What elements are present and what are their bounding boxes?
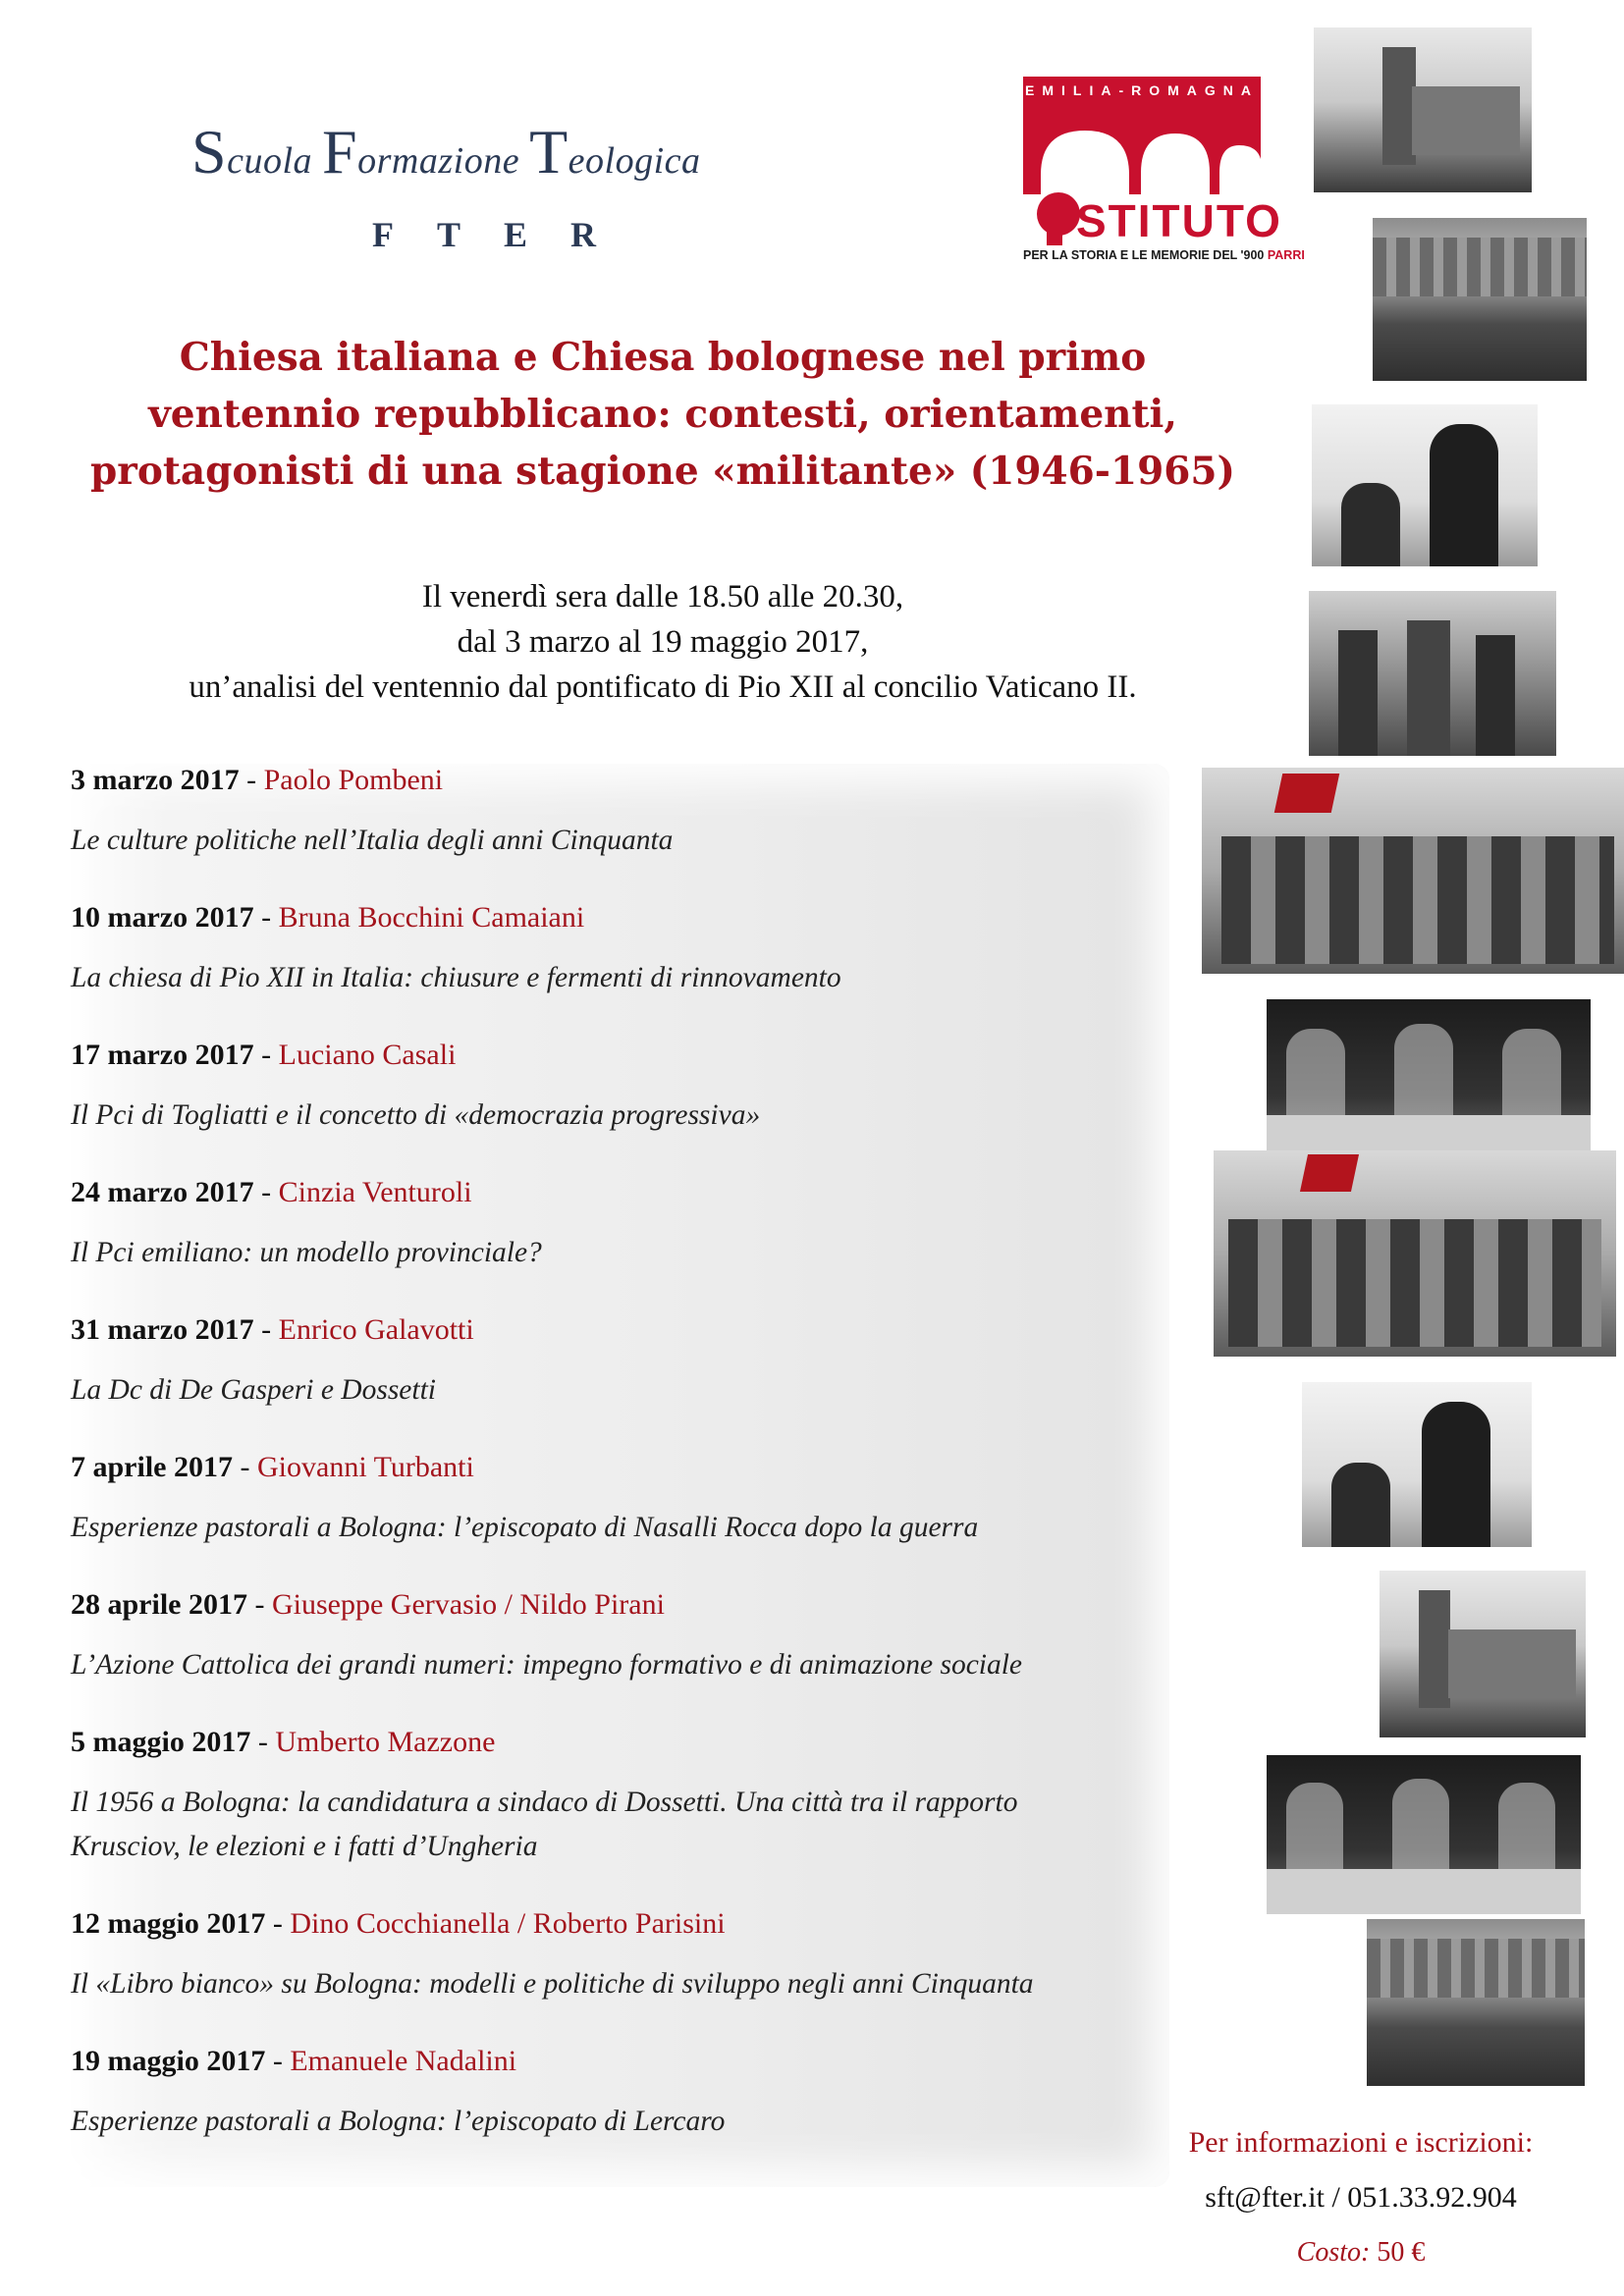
session-date: 7 aprile 2017 (71, 1451, 233, 1483)
photo-bologna-tower (1314, 27, 1532, 192)
event-title-line: ventennio repubblicano: contesti, orientamenti, (148, 392, 1177, 437)
session-topic: La Dc di De Gasperi e Dossetti (71, 1374, 436, 1406)
info-title: Per informazioni e iscrizioni: (1188, 2126, 1534, 2159)
session-date: 3 marzo 2017 (71, 764, 240, 796)
session-item (71, 2045, 1180, 2144)
istituto-tagline-parri: PARRI (1267, 248, 1305, 262)
info-box (1115, 2115, 1606, 2280)
photo-partisans-flag (1202, 768, 1624, 974)
session-topic: L’Azione Cattolica dei grandi numeri: impegno formativo e di animazione sociale (71, 1649, 1023, 1681)
school-name-initial-f: F (322, 117, 358, 187)
school-name-part: cuola (227, 140, 323, 182)
session-separator: - (250, 1726, 276, 1758)
session-topic: Il 1956 a Bologna: la candidatura a sindaco di Dossetti. Una città tra il rapporto (71, 1787, 1018, 1818)
session-topic: Il Pci emiliano: un modello provinciale? (71, 1237, 542, 1268)
session-speaker: Bruna Bocchini Camaiani (278, 901, 585, 934)
event-title (59, 329, 1267, 500)
session-separator: - (253, 1176, 279, 1208)
photo-conference-table (1267, 999, 1591, 1161)
school-name-part: eologica (568, 140, 701, 182)
session-speaker: Umberto Mazzone (275, 1726, 496, 1758)
session-date: 28 aprile 2017 (71, 1588, 247, 1621)
istituto-tagline-text: PER LA STORIA E LE MEMORIE DEL '900 (1023, 248, 1268, 262)
info-cost (1115, 2225, 1606, 2280)
istituto-logo (1023, 77, 1305, 262)
session-separator: - (253, 901, 279, 934)
event-title-line: Chiesa italiana e Chiesa bolognese nel primo (179, 335, 1147, 380)
session-topic: Esperienze pastorali a Bologna: l’episcopato di Nasalli Rocca dopo la guerra (71, 1512, 979, 1543)
session-separator: - (265, 2045, 291, 2077)
school-name-initial-s: S (191, 117, 228, 187)
session-speaker: Paolo Pombeni (263, 764, 444, 796)
session-date: 10 marzo 2017 (71, 901, 254, 934)
session-date: 24 marzo 2017 (71, 1176, 254, 1208)
school-logo (191, 116, 820, 273)
photo-marching-men (1309, 591, 1556, 756)
session-speaker: Cinzia Venturoli (278, 1176, 472, 1208)
school-name (191, 116, 820, 188)
session-topic: Le culture politiche nell’Italia degli anni Cinquanta (71, 825, 674, 856)
intro-line: dal 3 marzo al 19 maggio 2017, (457, 624, 869, 660)
session-item (71, 1726, 1180, 1869)
istituto-name: STITUTO (1076, 195, 1282, 246)
istituto-tagline (1023, 248, 1305, 262)
photo-speaker-podium (1312, 404, 1538, 566)
session-item (71, 1907, 1180, 2006)
session-item (71, 764, 1180, 863)
photo-conference-table-2 (1267, 1755, 1581, 1914)
info-cost-value: 50 € (1370, 2237, 1426, 2268)
session-speaker: Dino Cocchianella / Roberto Parisini (290, 1907, 726, 1940)
session-item (71, 1176, 1180, 1275)
info-cost-label: Costo: (1296, 2237, 1371, 2268)
session-separator: - (253, 1039, 279, 1071)
session-topic: La chiesa di Pio XII in Italia: chiusure e fermenti di rinnovamento (71, 962, 841, 993)
session-topic: Il Pci di Togliatti e il concetto di «democrazia progressiva» (71, 1099, 761, 1131)
info-contact[interactable]: sft@fter.it / 051.33.92.904 (1205, 2181, 1517, 2214)
session-topic: Esperienze pastorali a Bologna: l’episcopato di Lercaro (71, 2106, 726, 2137)
session-item (71, 901, 1180, 1000)
session-item (71, 1039, 1180, 1138)
session-topic-continued: Krusciov, le elezioni e i fatti d’Ungheria (71, 1831, 538, 1862)
session-speaker: Luciano Casali (278, 1039, 457, 1071)
session-separator: - (265, 1907, 291, 1940)
event-title-line: protagonisti di una stagione «militante» (1946-1965) (90, 449, 1235, 494)
session-speaker: Giuseppe Gervasio / Nildo Pirani (272, 1588, 665, 1621)
photo-crowd-square (1373, 218, 1587, 381)
session-separator: - (239, 764, 264, 796)
session-date: 19 maggio 2017 (71, 2045, 266, 2077)
photo-crowd-square-2 (1367, 1919, 1585, 2086)
intro-line: un’analisi del ventennio dal pontificato di Pio XII al concilio Vaticano II. (189, 669, 1137, 705)
session-separator: - (233, 1451, 257, 1483)
event-intro (59, 574, 1267, 710)
session-speaker: Emanuele Nadalini (290, 2045, 517, 2077)
photo-speaker-podium-2 (1302, 1382, 1532, 1547)
session-speaker: Giovanni Turbanti (257, 1451, 474, 1483)
photo-bologna-tower-2 (1380, 1571, 1586, 1737)
intro-line: Il venerdì sera dalle 18.50 alle 20.30, (421, 579, 904, 614)
session-topic: Il «Libro bianco» su Bologna: modelli e politiche di sviluppo negli anni Cinquanta (71, 1968, 1034, 2000)
session-date: 12 maggio 2017 (71, 1907, 266, 1940)
session-item (71, 1451, 1180, 1550)
session-date: 5 maggio 2017 (71, 1726, 251, 1758)
photo-partisans-flag-2 (1214, 1150, 1616, 1357)
session-item (71, 1588, 1180, 1687)
session-speaker: Enrico Galavotti (278, 1313, 474, 1346)
school-acronym: FTER (371, 215, 639, 254)
session-date: 31 marzo 2017 (71, 1313, 254, 1346)
session-separator: - (253, 1313, 279, 1346)
session-separator: - (247, 1588, 272, 1621)
school-name-initial-t: T (529, 117, 568, 187)
school-name-part: ormazione (357, 140, 530, 182)
istituto-region: EMILIA-ROMAGNA (1025, 82, 1259, 98)
session-date: 17 marzo 2017 (71, 1039, 254, 1071)
session-item (71, 1313, 1180, 1413)
